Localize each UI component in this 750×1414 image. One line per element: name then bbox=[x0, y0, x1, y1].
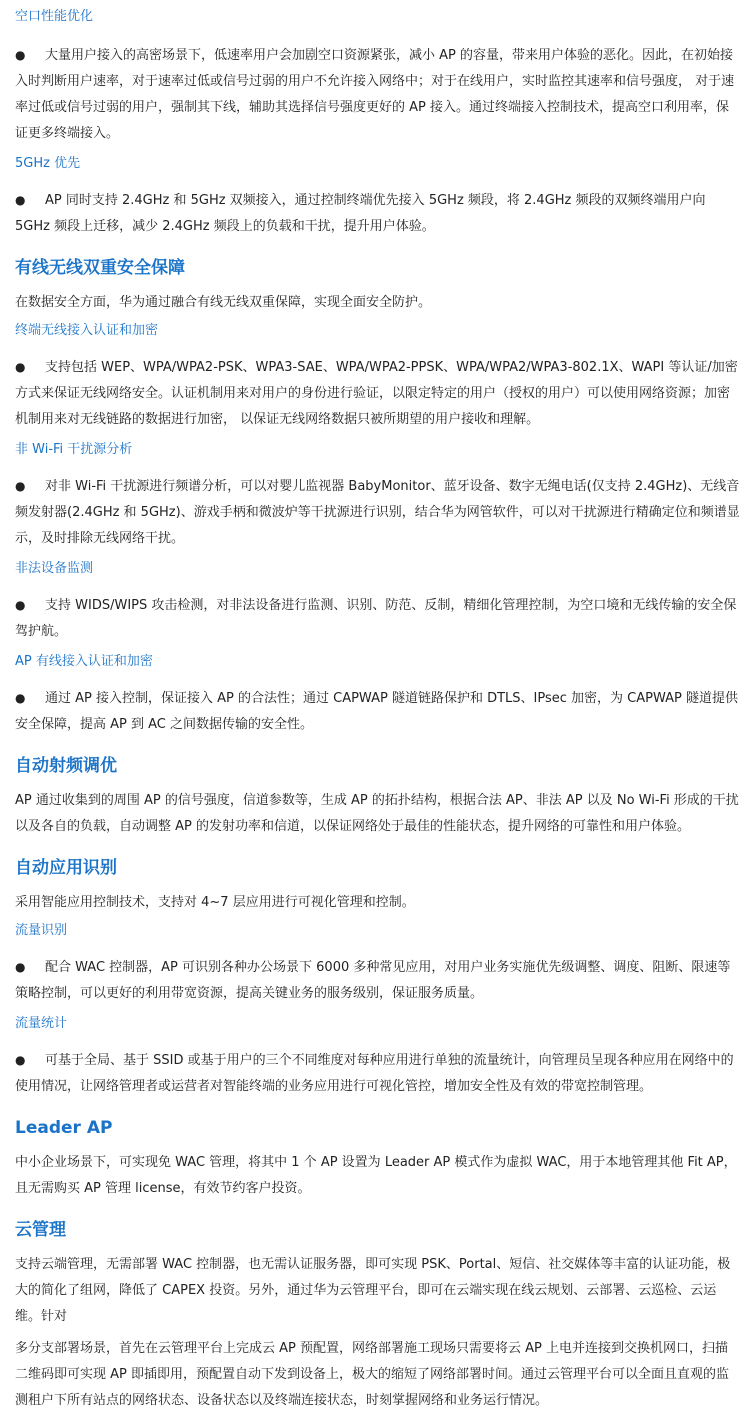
heading-leader-ap: Leader AP bbox=[15, 1118, 113, 1138]
subtitle-5ghz-priority: 5GHz 优先 bbox=[15, 156, 81, 171]
bullet-rogue-detection: ● 支持 WIDS/WIPS 攻击检测，对非法设备进行监测、识别、防范、反制，精细化管理控制，为空口境和无线传输的安全保驾护航。 bbox=[15, 592, 740, 645]
bullet-air-optimization: ● 大量用户接入的高密场景下，低速率用户会加剧空口资源紧张，减小 AP 的容量，带来用户体验的恶化。因此，在初始接入时判断用户速率，对于速率过低或信号过弱的用户不允许接入网络中；对于在线用户，实时监控其速率和信号强度， 对于速率过低或信号过弱的用户，强制其下线，辅助其选择信号强度更好的 AP 接入。通过终端接入控制技术，提高空口利用率，保证更多终端接入。 bbox=[15, 42, 740, 147]
paragraph-leader-ap: 中小企业场景下，可实现免 WAC 管理，将其中 1 个 AP 设置为 Leader AP 模式作为虚拟 WAC，用于本地管理其他 Fit AP，且无需购买 AP 管理 license，有效节约客户投资。 bbox=[15, 1155, 737, 1196]
bullet-dot: ● bbox=[15, 48, 26, 62]
bullet-dot: ● bbox=[15, 1053, 26, 1067]
subtitle-wireless-auth: 终端无线接入认证和加密 bbox=[15, 323, 159, 338]
heading-security: 有线无线双重安全保障 bbox=[15, 258, 185, 278]
heading-rf-tuning: 自动射频调优 bbox=[15, 756, 117, 776]
subtitle-traffic-statistics: 流量统计 bbox=[15, 1016, 68, 1031]
bullet-dot: ● bbox=[15, 479, 26, 493]
bullet-traffic-statistics: ● 可基于全局、基于 SSID 或基于用户的三个不同维度对每种应用进行单独的流量统计，向管理员呈现各种应用在网络中的使用情况，让网络管理者或运营者对智能终端的业务应用进行可视化管控，增加安全性及有效的带宽控制管理。 bbox=[15, 1047, 740, 1100]
paragraph-rf-tuning: AP 通过收集到的周围 AP 的信号强度，信道参数等，生成 AP 的拓扑结构，根据合法 AP、非法 AP 以及 No Wi-Fi 形成的干扰以及各自的负载，自动调整 AP 的发射功率和信道，以保证网络处于最佳的性能状态，提升网络的可靠性和用户体验。 bbox=[15, 793, 739, 834]
heading-cloud-management: 云管理 bbox=[15, 1220, 66, 1240]
bullet-dot: ● bbox=[15, 691, 26, 705]
paragraph-security-intro: 在数据安全方面，华为通过融合有线无线双重保障，实现全面安全防护。 bbox=[15, 295, 432, 310]
bullet-dot: ● bbox=[15, 193, 26, 207]
subtitle-interference-analysis: 非 Wi-Fi 干扰源分析 bbox=[15, 442, 133, 457]
subtitle-air-optimization: 空口性能优化 bbox=[15, 9, 94, 24]
paragraph-app-intro: 采用智能应用控制技术，支持对 4~7 层应用进行可视化管理和控制。 bbox=[15, 895, 415, 910]
bullet-dot: ● bbox=[15, 360, 26, 374]
subtitle-wired-auth: AP 有线接入认证和加密 bbox=[15, 654, 153, 669]
paragraph-cloud-management-2: 多分支部署场景，首先在云管理平台上完成云 AP 预配置，网络部署施工现场只需要将云 AP 上电并连接到交换机网口，扫描二维码即可实现 AP 即插即用，预配置自动下发到设备上，极大的缩短了网络部署时间。通过云管理平台可以全面且直观的监测租户下所有站点的网络状态、设备状态以及终端连接状态，时刻掌握网络和业务运行情况。 bbox=[15, 1341, 729, 1408]
bullet-traffic-identification: ● 配合 WAC 控制器，AP 可识别各种办公场景下 6000 多种常见应用，对用户业务实施优先级调整、调度、阻断、限速等策略控制，可以更好的利用带宽资源，提高关键业务的服务级别，保证服务质量。 bbox=[15, 954, 740, 1007]
paragraph-cloud-management-1: 支持云端管理，无需部署 WAC 控制器，也无需认证服务器，即可实现 PSK、Portal、短信、社交媒体等丰富的认证功能，极大的简化了组网，降低了 CAPEX 投资。另外，通过华为云管理平台，即可在云端实现在线云规划、云部署、云巡检、云运维。针对 bbox=[15, 1257, 731, 1324]
bullet-wired-auth: ● 通过 AP 接入控制，保证接入 AP 的合法性；通过 CAPWAP 隧道链路保护和 DTLS、IPsec 加密，为 CAPWAP 隧道提供安全保障，提高 AP 到 AC 之间数据传输的安全性。 bbox=[15, 685, 740, 738]
heading-app-recognition: 自动应用识别 bbox=[15, 858, 117, 878]
bullet-interference-analysis: ● 对非 Wi-Fi 干扰源进行频谱分析，可以对婴儿监视器 BabyMonitor、蓝牙设备、数字无绳电话(仅支持 2.4GHz)、无线音频发射器(2.4GHz 和 5GHz)、游戏手柄和微波炉等干扰源进行识别，结合华为网管软件，可以对干扰源进行精确定位和频谱显示，及时排除无线网络干扰。 bbox=[15, 473, 740, 552]
bullet-dot: ● bbox=[15, 598, 26, 612]
subtitle-traffic-identification: 流量识别 bbox=[15, 923, 68, 938]
bullet-wireless-auth: ● 支持包括 WEP、WPA/WPA2-PSK、WPA3-SAE、WPA/WPA2-PPSK、WPA/WPA2/WPA3-802.1X、WAPI 等认证/加密方式来保证无线网络安全。认证机制用来对用户的身份进行验证，以限定特定的用户（授权的用户）可以使用网络资源；加密机制用来对无线链路的数据进行加密， 以保证无线网络数据只被所期望的用户接收和理解。 bbox=[15, 354, 740, 433]
bullet-dot: ● bbox=[15, 960, 26, 974]
subtitle-rogue-detection: 非法设备监测 bbox=[15, 561, 94, 576]
bullet-5ghz-priority: ● AP 同时支持 2.4GHz 和 5GHz 双频接入，通过控制终端优先接入 5GHz 频段，将 2.4GHz 频段的双频终端用户向 5GHz 频段上迁移，减少 2.4GHz 频段上的负载和干扰，提升用户体验。 bbox=[15, 187, 740, 240]
